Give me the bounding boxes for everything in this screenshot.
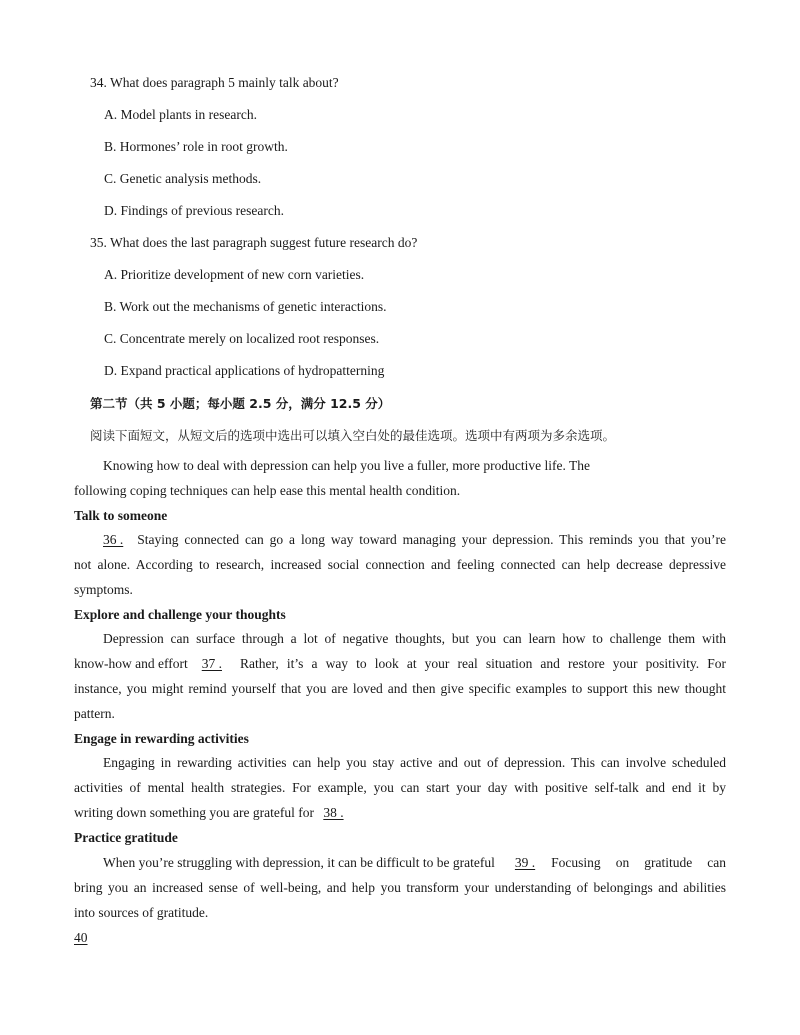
heading-rewarding-activities: Engage in rewarding activities	[74, 731, 249, 746]
paragraph-3-line-1: Engaging in rewarding activities can help you stay active and out of depression. This can involve scheduled	[103, 755, 726, 770]
paragraph-4-line-2: bring you an increased sense of well-being, and help you transform your understanding of belongings and abilities	[74, 880, 726, 895]
heading-explore-thoughts: Explore and challenge your thoughts	[74, 607, 286, 622]
question-34-option-b: B. Hormones’ role in root growth.	[104, 139, 288, 154]
heading-practice-gratitude: Practice gratitude	[74, 830, 178, 845]
question-34-option-c: C. Genetic analysis methods.	[104, 171, 262, 186]
paragraph-3-pre: writing down something you are grateful for	[74, 805, 314, 820]
paragraph-2-post: Rather, it’s a way to look at your real situation and restore your positivity. For	[239, 656, 726, 671]
paragraph-2-pre: know-how and effort	[74, 656, 188, 671]
paragraph-4-line-3: into sources of gratitude.	[74, 905, 209, 920]
blank-37: 37 .	[201, 656, 222, 671]
question-34-option-d: D. Findings of previous research.	[104, 203, 284, 218]
passage-intro-line-1: Knowing how to deal with depression can help you live a fuller, more productive life. The	[103, 458, 590, 473]
paragraph-2-line-4: pattern.	[74, 706, 115, 721]
question-35-option-c: C. Concentrate merely on localized root responses.	[104, 331, 380, 346]
paragraph-2-line-2	[74, 655, 726, 673]
question-35-stem: 35. What does the last paragraph suggest future research do?	[90, 235, 418, 250]
section-title: 第二节（共 5 小题；每小题 2.5 分，满分 12.5 分）	[90, 396, 391, 411]
question-34-stem: 34. What does paragraph 5 mainly talk about?	[90, 75, 339, 90]
question-34-option-a: A. Model plants in research.	[104, 107, 257, 122]
question-35-option-b: B. Work out the mechanisms of genetic interactions.	[104, 299, 387, 314]
paragraph-4-post: Focusing on gratitude can	[551, 855, 726, 870]
paragraph-4-line-1	[103, 854, 726, 872]
heading-talk-to-someone: Talk to someone	[74, 508, 168, 523]
paragraph-4-pre: When you’re struggling with depression, it can be difficult to be grateful	[103, 855, 495, 870]
blank-40: 40	[74, 930, 88, 945]
section-instruction: 阅读下面短文，从短文后的选项中选出可以填入空白处的最佳选项。选项中有两项为多余选项。	[90, 428, 616, 443]
question-35-option-d: D. Expand practical applications of hydropatterning	[104, 363, 385, 378]
paragraph-1-text: Staying connected can go a long way toward managing your depression. This reminds you that you’re	[137, 532, 726, 547]
paragraph-1-line-1	[74, 531, 726, 549]
paragraph-3-line-3	[74, 804, 352, 822]
paragraph-1-line-2: not alone. According to research, increased social connection and feeling connected can help decrease depressive	[74, 557, 726, 572]
paragraph-2-line-1: Depression can surface through a lot of negative thoughts, but you can learn how to challenge them with	[103, 631, 726, 646]
paragraph-2-line-3: instance, you might remind yourself that you are loved and then give specific examples to support this new thought	[74, 681, 726, 696]
blank-38: 38 .	[323, 805, 344, 820]
blank-36: 36 .	[103, 532, 124, 547]
question-35-option-a: A. Prioritize development of new corn varieties.	[104, 267, 365, 282]
blank-39: 39 .	[514, 855, 536, 870]
passage-intro-line-2: following coping techniques can help ease this mental health condition.	[74, 483, 461, 498]
paragraph-1-line-3: symptoms.	[74, 582, 133, 597]
paragraph-3-line-2: activities of mental health strategies. For example, you can start your day with positive self-talk and end it by	[74, 780, 726, 795]
